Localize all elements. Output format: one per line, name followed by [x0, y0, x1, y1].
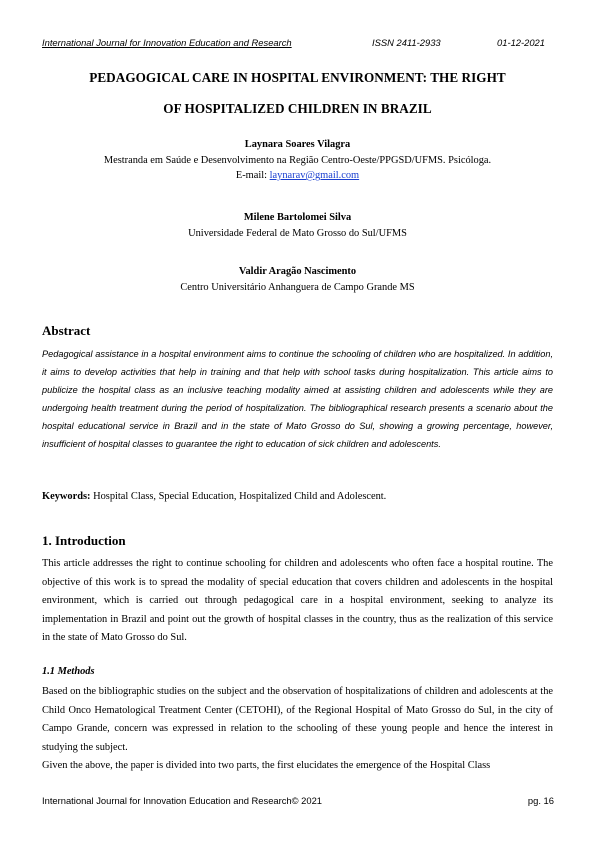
keywords — [42, 491, 553, 502]
author-email-line — [30, 168, 565, 184]
introduction-heading: 1. Introduction — [42, 533, 126, 548]
email-label: E-mail: — [235, 170, 270, 181]
author-name: Milene Bartolomei Silva — [243, 212, 352, 223]
running-header — [42, 37, 557, 51]
title-line-2: OF HOSPITALIZED CHILDREN IN BRAZIL — [163, 101, 432, 116]
methods-heading: 1.1 Methods — [42, 666, 95, 677]
author-affiliation: Universidade Federal de Mato Grosso do Sul/UFMS — [188, 227, 407, 239]
author-2 — [30, 210, 565, 241]
author-1 — [30, 137, 565, 184]
keywords-text: Hospital Class, Special Education, Hospitalized Child and Adolescent. — [90, 491, 387, 502]
abstract-text: Pedagogical assistance in a hospital environment aims to continue the schooling of children who are hospitalized. In addition, it aims to develop activities that help in training and that help with school tasks during hospitalization. This article aims to publicize the hospital class as an inclusive teaching modality aimed at assisting children and adolescents while they are undergoing health treatment during the period of hospitalization. The bibliographical research presents a scenario about the hospital educational service in Brazil and in the state of Mato Grosso do Sul, showing a growing percentage, however, insufficient of hospital classes to guarantee the right to education of sick children and adolescents. — [42, 349, 553, 450]
author-name: Laynara Soares Vilagra — [244, 139, 351, 150]
header-issn: ISSN 2411-2933 — [372, 37, 441, 48]
author-name: Valdir Aragão Nascimento — [238, 266, 357, 277]
footer-journal: International Journal for Innovation Education and Research© 2021 — [42, 795, 323, 806]
methods-paragraph-2: Given the above, the paper is divided into two parts, the first elucidates the emergence of the Hospital Class — [42, 760, 491, 771]
abstract-heading: Abstract — [42, 323, 91, 338]
introduction-text: This article addresses the right to continue schooling for children and adolescents who often face a hospital routine. The objective of this work is to spread the modality of special education that covers children and adolescents in the hospital environment, which is carried out through pedagogical care in a hospital environment, seeking to analyze its implementation in Brazil and point out the growth of hospital classes in the country, thus as the realization of this service in the state of Mato Grosso do Sul. — [42, 558, 553, 644]
header-date: 01-12-2021 — [497, 37, 545, 48]
header-journal-name[interactable]: International Journal for Innovation Education and Research — [42, 37, 292, 48]
email-link[interactable]: laynarav@gmail.com — [269, 170, 360, 181]
paper-title — [30, 62, 565, 124]
title-line-1: PEDAGOGICAL CARE IN HOSPITAL ENVIRONMENT: THE RIGHT — [89, 70, 506, 85]
author-affiliation: Centro Universitário Anhanguera de Campo Grande MS — [180, 281, 415, 293]
keywords-label: Keywords: — [42, 491, 91, 502]
author-3 — [30, 264, 565, 295]
page-footer — [42, 795, 554, 809]
page-number: pg. 16 — [527, 795, 554, 806]
author-affiliation: Mestranda em Saúde e Desenvolvimento na Região Centro-Oeste/PPGSD/UFMS. Psicóloga. — [103, 154, 492, 166]
methods-paragraph-1: Based on the bibliographic studies on the subject and the observation of hospitalizations of children and adolescents at the Child Onco Hematological Treatment Center (CETOHI), of the Regional Hospital of Mato Grosso do Sul, in the city of Campo Grande, concern was expressed in relation to the schooling of these young people and hence the interest in studying the subject. — [42, 686, 553, 753]
